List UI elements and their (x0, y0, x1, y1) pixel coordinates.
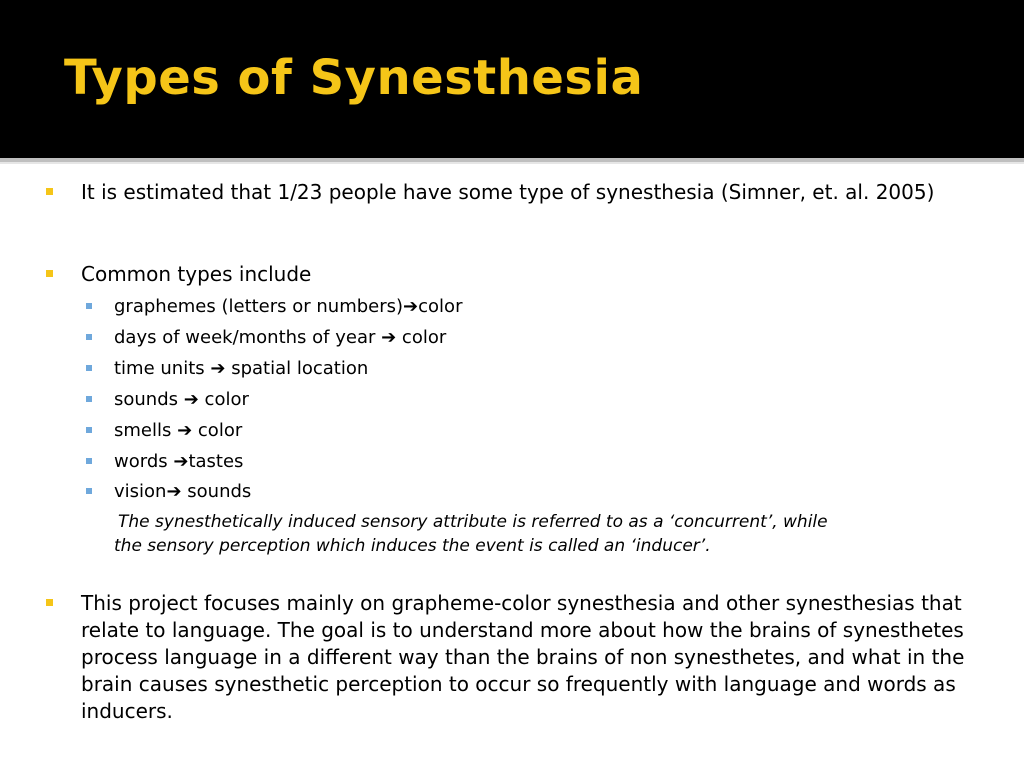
note-line-1: The synesthetically induced sensory attribute is referred to as a ‘concurrent’, while (118, 512, 828, 532)
sub-bullet-text (114, 388, 966, 412)
sub-bullet-days (86, 326, 966, 350)
sub-bullet-sounds (86, 388, 966, 412)
sub-bullet-text (114, 295, 966, 319)
sub-bullet-square-icon (86, 303, 92, 309)
bullet-common-types (46, 261, 986, 288)
sub-bullet-pre: days of week/months of year (114, 327, 382, 348)
sub-bullet-square-icon (86, 396, 92, 402)
bullet-text: It is estimated that 1/23 people have some type of synesthesia (Simner, et. al. 2005) (81, 180, 935, 204)
sub-bullet-pre: vision (114, 481, 167, 502)
sub-bullet-pre: sounds (114, 389, 184, 410)
bullet-square-icon (46, 270, 53, 277)
sub-bullet-pre: graphemes (letters or numbers) (114, 296, 404, 317)
sub-bullet-text (114, 326, 966, 350)
sub-bullet-post: color (418, 296, 463, 317)
sub-bullet-post: color (198, 389, 249, 410)
bullet-square-icon (46, 599, 53, 606)
bullet-square-icon (46, 188, 53, 195)
sub-bullet-text (114, 419, 966, 443)
sub-bullet-text (114, 357, 966, 381)
sub-bullet-post: sounds (181, 481, 252, 502)
arrow-right-icon: ➔ (183, 389, 199, 410)
sub-bullet-post: spatial location (225, 358, 369, 379)
title-divider-light (0, 162, 1024, 164)
bullet-text: This project focuses mainly on grapheme-color synesthesia and other synesthesias that relate to language. The goal is to understand more about how the brains of synesthetes process language in a different way than the brains of non synesthetes, and what in the brain causes synesthetic perception to occur so frequently with language and words as inducers. (81, 591, 965, 723)
note-line-2: the sensory perception which induces the event is called an ‘inducer’. (114, 536, 711, 556)
sub-bullet-text (114, 450, 966, 474)
bullet-text: Common types include (81, 262, 312, 286)
sub-bullet-post: color (192, 420, 243, 441)
sub-bullet-smells (86, 419, 966, 443)
bullet-estimate (46, 179, 986, 206)
sub-bullet-time-units (86, 357, 966, 381)
sub-bullet-graphemes (86, 295, 966, 319)
sub-bullet-words (86, 450, 966, 474)
sub-bullet-pre: smells (114, 420, 178, 441)
sub-bullet-post: tastes (188, 451, 244, 472)
arrow-right-icon: ➔ (166, 481, 182, 502)
arrow-right-icon: ➔ (173, 451, 189, 472)
sub-bullet-square-icon (86, 334, 92, 340)
arrow-right-icon: ➔ (403, 296, 419, 317)
arrow-right-icon: ➔ (381, 327, 397, 348)
sub-bullet-square-icon (86, 488, 92, 494)
concurrent-inducer-note (114, 510, 974, 558)
slide-title: Types of Synesthesia (64, 50, 644, 106)
sub-bullet-square-icon (86, 427, 92, 433)
sub-bullet-vision (86, 480, 966, 504)
arrow-right-icon: ➔ (210, 358, 226, 379)
arrow-right-icon: ➔ (177, 420, 193, 441)
sub-bullet-square-icon (86, 458, 92, 464)
sub-bullet-pre: words (114, 451, 174, 472)
sub-bullet-post: color (396, 327, 447, 348)
sub-bullet-square-icon (86, 365, 92, 371)
bullet-project-focus (46, 590, 986, 725)
sub-bullet-text (114, 480, 966, 504)
sub-bullet-pre: time units (114, 358, 211, 379)
